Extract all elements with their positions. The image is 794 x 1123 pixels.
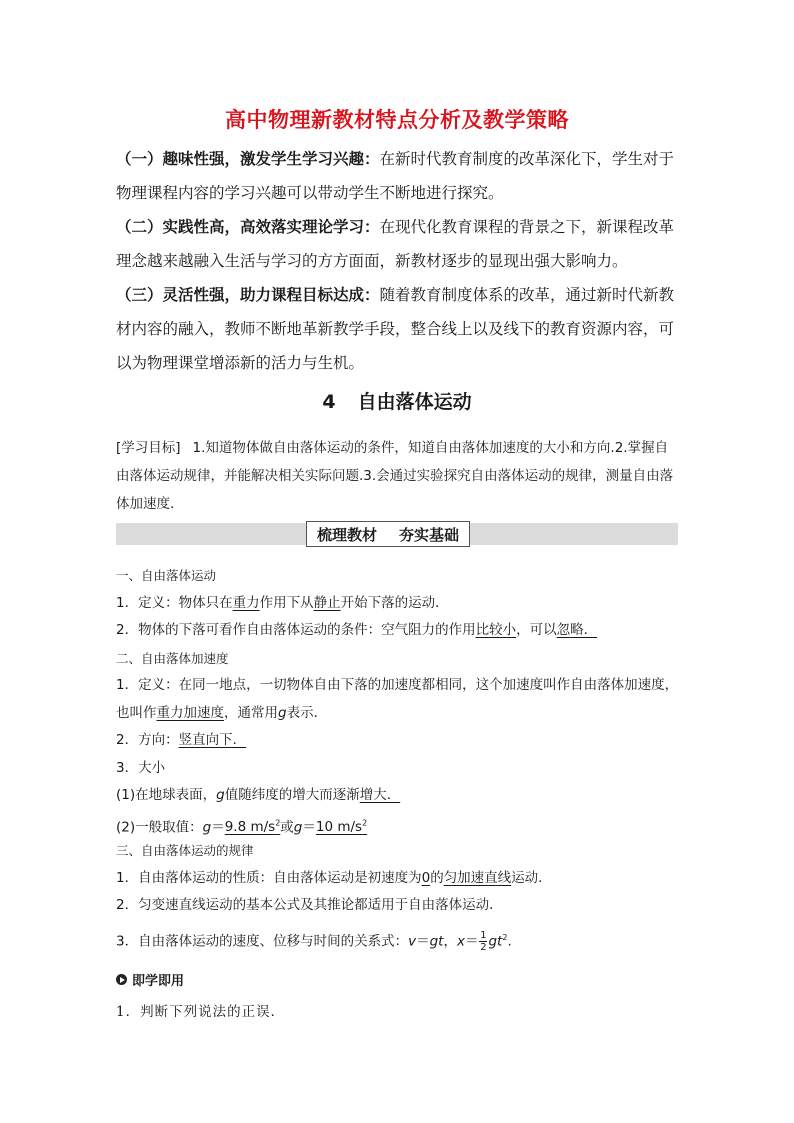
- blank-answer: 增大．: [359, 787, 401, 803]
- fraction-one-half: [479, 930, 487, 953]
- text: 2．物体的下落可看作自由落体运动的条件：空气阻力的作用: [116, 622, 476, 638]
- banner-right-text: 夯实基础: [399, 525, 460, 544]
- line-accel-definition: 1．定义：在同一地点，一切物体自由下落的加速度都相同，这个加速度叫作自由落体加速度，: [116, 677, 679, 693]
- symbol-t: t: [497, 933, 503, 949]
- intro-paragraph-3: [116, 278, 684, 380]
- equals: ＝: [416, 933, 430, 949]
- exponent: 2: [275, 818, 281, 828]
- line-relations: [116, 920, 686, 956]
- blank-answer: 重力加速度: [156, 704, 224, 721]
- text: .: [507, 933, 512, 949]
- section-banner-label: [306, 521, 470, 547]
- goals-text: 1.知道物体做自由落体运动的条件，知道自由落体加速度的大小和方向.2.掌握自由落体运动规律，并能解决相关实际问题.3.会通过实验探究自由落体运动的规律，测量自由落体加速度.: [116, 440, 674, 512]
- blank-answer: [225, 819, 281, 835]
- text: 开始下落的运动．: [340, 594, 449, 611]
- intro-lead-3: （三）灵活性强，助力课程目标达成：: [116, 285, 380, 304]
- line-typical-value: [116, 810, 686, 838]
- text: (1)在地球表面，: [116, 787, 217, 803]
- practice-heading: [116, 970, 184, 989]
- line-nature: [116, 865, 686, 893]
- heading-1: 一、自由落体运动: [116, 568, 217, 583]
- denominator: 2: [480, 941, 487, 953]
- text: 或: [280, 819, 294, 835]
- blank-answer: 比较小: [475, 622, 517, 638]
- play-circle-icon: [116, 974, 127, 985]
- exponent: 2: [502, 932, 508, 942]
- text: 作用下从: [259, 594, 314, 611]
- numerator: 1: [480, 929, 487, 941]
- line-direction: [116, 727, 686, 755]
- equals: ＝: [211, 819, 225, 835]
- line-formulas-apply: 2．匀变速直线运动的基本公式及其推论都适用于自由落体运动．: [116, 897, 503, 913]
- practice-label: 即学即用: [132, 974, 185, 989]
- body-content: [116, 562, 686, 956]
- symbol-g: g: [278, 704, 287, 721]
- symbol-g: g: [202, 819, 212, 835]
- intro-text-3: 随着教育制度体系的改革，通过新时代新教材内容的融入，教师不断地革新教学手段，整合线上以及线下的教育资源内容，可以为物理课堂增添新的活力与生机。: [116, 286, 675, 372]
- blank-answer: 重力: [232, 594, 260, 611]
- symbol-g: g: [488, 933, 498, 949]
- symbol-v: v: [408, 933, 417, 949]
- intro-paragraph-2: [116, 210, 684, 278]
- text: 值随纬度的增大而逐渐: [224, 787, 360, 803]
- text: 运动．: [511, 869, 552, 886]
- section-title-text: 自由落体运动: [357, 391, 472, 413]
- text: 1．自由落体运动的性质：自由落体运动是初速度为: [116, 869, 422, 886]
- blank-answer: 匀加速直线: [443, 869, 512, 886]
- intro-section: [116, 142, 684, 380]
- symbol-g: g: [293, 819, 303, 835]
- equals: ＝: [302, 819, 316, 835]
- banner-left-text: 梳理教材: [317, 525, 378, 544]
- symbol-x: x: [456, 933, 465, 949]
- main-title: 高中物理新教材特点分析及教学策略: [225, 108, 569, 132]
- learning-goals: [116, 434, 678, 518]
- section-title: [0, 387, 794, 414]
- blank-answer: [316, 819, 367, 835]
- symbol-gt: gt: [429, 933, 444, 949]
- text: (2)一般取值：: [116, 819, 203, 835]
- line-magnitude: 3．大小: [116, 759, 166, 776]
- intro-lead-2: （二）实践性高，高效落实理论学习：: [116, 217, 380, 236]
- text: 2．方向：: [116, 732, 179, 748]
- blank-answer: 竖直向下．: [178, 732, 247, 748]
- text: 1．定义：物体只在: [116, 594, 233, 611]
- exponent: 2: [362, 818, 368, 828]
- question-1: 1．判断下列说法的正误．: [116, 1004, 286, 1020]
- text: 表示．: [286, 704, 328, 721]
- line-definition: [116, 590, 686, 618]
- value: 10 m/s: [315, 819, 363, 835]
- blank-answer: 静止: [313, 594, 341, 611]
- intro-text-1: 在新时代教育制度的改革深化下，学生对于物理课程内容的学习兴趣可以带动学生不断地进行探究。: [116, 150, 675, 202]
- heading-2: 二、自由落体加速度: [116, 650, 229, 666]
- text: ，可以: [516, 622, 557, 638]
- text: 3．自由落体运动的速度、位移与时间的关系式：: [116, 933, 409, 949]
- line-accel-name: [116, 700, 686, 728]
- heading-3: 三、自由落体运动的规律: [116, 843, 254, 858]
- section-number: 4: [322, 391, 336, 413]
- goals-tag: [学习目标]: [116, 440, 181, 456]
- text: 的: [430, 869, 444, 886]
- blank-answer: 0: [421, 869, 431, 886]
- equals: ＝: [464, 933, 479, 949]
- text: ，: [443, 933, 457, 949]
- line-condition: [116, 617, 686, 645]
- intro-paragraph-1: [116, 142, 684, 210]
- symbol-g: g: [216, 787, 225, 803]
- line-latitude: [116, 782, 686, 810]
- value: 9.8 m/s: [224, 819, 276, 835]
- blank-answer: 忽略．: [556, 622, 598, 638]
- text: 也叫作: [116, 704, 157, 721]
- text: ，通常用: [224, 704, 278, 721]
- intro-text-2: 在现代化教育课程的背景之下，新课程改革理念越来越融入生活与学习的方方面面，新教材逐步的显现出强大影响力。: [116, 218, 675, 270]
- intro-lead-1: （一）趣味性强，激发学生学习兴趣：: [116, 149, 380, 168]
